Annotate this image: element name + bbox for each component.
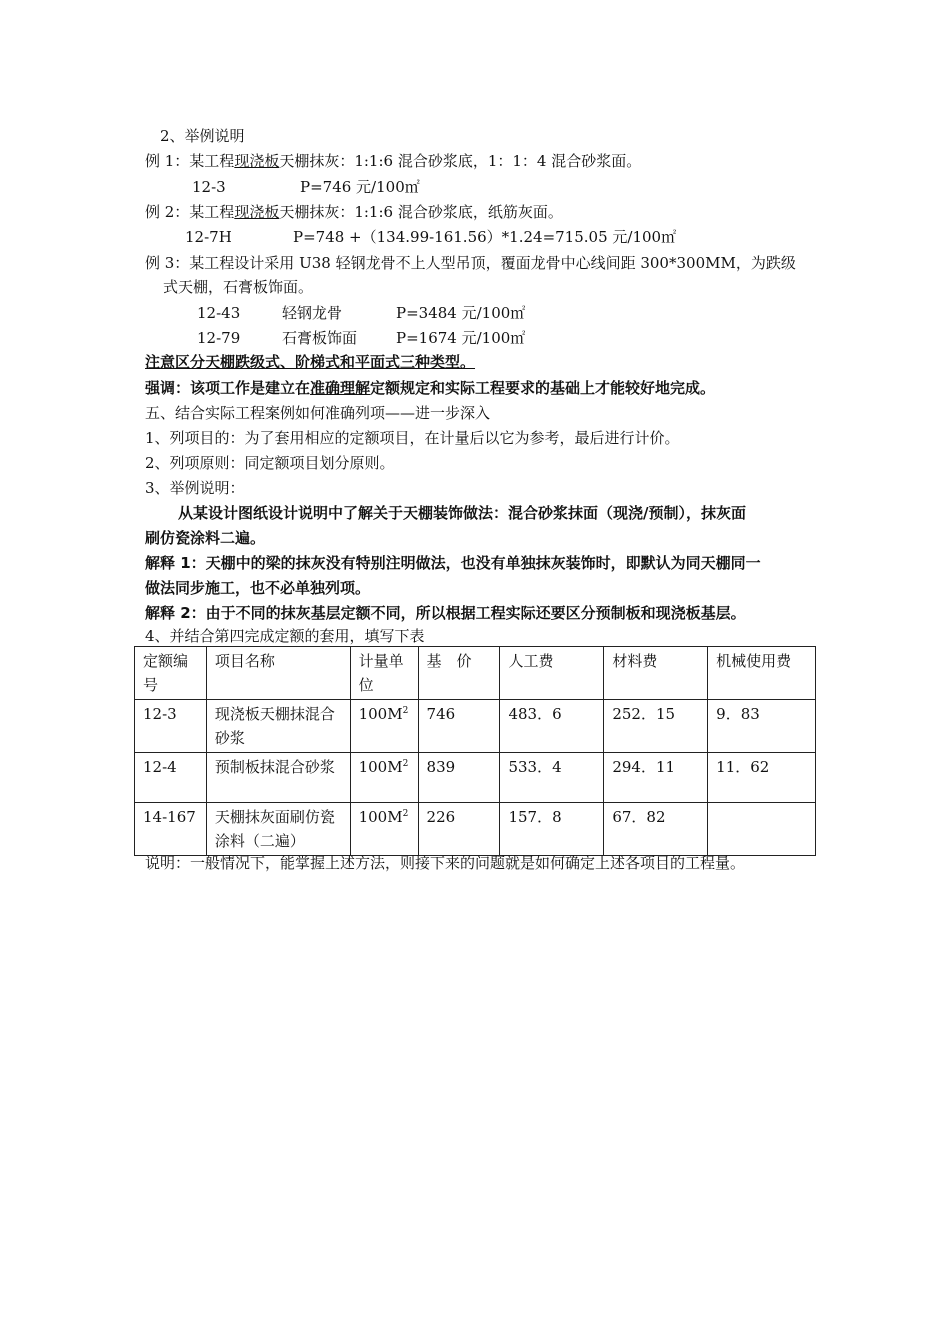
example-1-price: P=746 元/100㎡ (300, 178, 420, 196)
header-name: 项目名称 (206, 647, 350, 700)
design-note-cont: 刷仿瓷涂料二遍。 (145, 529, 266, 547)
item-purpose: 1、列项目的：为了套用相应的定额项目，在计量后以它为参考，最后进行计价。 (145, 429, 680, 447)
example-3-price-a: P=3484 元/100㎡ (396, 304, 526, 322)
example-3-code-b: 12-79 (197, 329, 241, 347)
heading-examples: 2、举例说明 (160, 127, 245, 145)
example-3-code-a: 12-43 (197, 304, 241, 322)
example-2-code: 12-7H (185, 228, 232, 246)
table-row (135, 753, 816, 803)
cell-machine (708, 803, 816, 856)
example-2: 例 2：某工程现浇板天棚抹灰：1:1:6 混合砂浆底，纸筋灰面。 (145, 203, 563, 221)
explanation-1-cont: 做法同步施工，也不必单独列项。 (145, 579, 371, 597)
header-machine: 机械使用费 (708, 647, 816, 700)
closing-note: 说明：一般情况下，能掌握上述方法，则接下来的问题就是如何确定上述各项目的工程量。 (145, 854, 746, 872)
quota-table (134, 646, 816, 856)
explanation-2: 解释 2：由于不同的抹灰基层定额不同，所以根据工程实际还要区分预制板和现浇板基层。 (145, 604, 746, 622)
cell-labor: 483．6 (500, 700, 604, 753)
cell-machine: 11．62 (708, 753, 816, 803)
item-principle: 2、列项原则：同定额项目划分原则。 (145, 454, 395, 472)
example-3-item-b: 石膏板饰面 (282, 329, 358, 347)
example-3: 例 3：某工程设计采用 U38 轻钢龙骨不上人型吊顶，覆面龙骨中心线间距 300*300MM，为跌级 (145, 254, 796, 272)
cell-material: 252．15 (604, 700, 708, 753)
cell-name: 天棚抹灰面刷仿瓷涂料（二遍） (206, 803, 350, 856)
example-2-price: P=748 +（134.99-161.56）*1.24=715.05 元/100㎡ (293, 228, 677, 246)
cell-price: 839 (418, 753, 500, 803)
cell-code: 12-3 (135, 700, 207, 753)
example-1-code: 12-3 (192, 178, 226, 196)
cell-unit: $100M^2$ (350, 700, 418, 753)
explanation-1: 解释 1：天棚中的梁的抹灰没有特别注明做法，也没有单独抹灰装饰时，即默认为同天棚同一 (145, 554, 761, 572)
example-3-price-b: P=1674 元/100㎡ (396, 329, 526, 347)
header-unit: 计量单位 (350, 647, 418, 700)
section-five-heading: 五、结合实际工程案例如何准确列项——进一步深入 (145, 404, 491, 422)
cell-code: 12-4 (135, 753, 207, 803)
header-base-price: 基 价 (418, 647, 500, 700)
table-intro: 4、并结合第四完成定额的套用，填写下表 (145, 627, 425, 645)
table-row (135, 700, 816, 753)
table-header-row (135, 647, 816, 700)
cell-material: 67．82 (604, 803, 708, 856)
emphasis: 强调：该项工作是建立在准确理解定额规定和实际工程要求的基础上才能较好地完成。 (145, 379, 716, 397)
cell-price: 746 (418, 700, 500, 753)
example-3-item-a: 轻钢龙骨 (282, 304, 343, 322)
example-3-cont: 式天棚，石膏板饰面。 (163, 278, 314, 296)
header-labor: 人工费 (500, 647, 604, 700)
cell-unit: $100M^2$ (350, 753, 418, 803)
header-material: 材料费 (604, 647, 708, 700)
header-code: 定额编号 (135, 647, 207, 700)
cell-name: 现浇板天棚抹混合砂浆 (206, 700, 350, 753)
cell-price: 226 (418, 803, 500, 856)
item-example: 3、举例说明： (145, 479, 245, 497)
cell-code: 14-167 (135, 803, 207, 856)
cell-unit: $100M^2$ (350, 803, 418, 856)
cell-labor: 157．8 (500, 803, 604, 856)
table-row (135, 803, 816, 856)
cell-machine: 9．83 (708, 700, 816, 753)
design-note: 从某设计图纸设计说明中了解关于天棚装饰做法：混合砂浆抹面（现浇/预制），抹灰面 (178, 504, 746, 522)
note-ceiling-types: 注意区分天棚跌级式、阶梯式和平面式三种类型。 (145, 353, 476, 371)
example-1: 例 1：某工程现浇板天棚抹灰：1:1:6 混合砂浆底，1：1：4 混合砂浆面。 (145, 152, 642, 170)
cell-name: 预制板抹混合砂浆 (206, 753, 350, 803)
cell-labor: 533．4 (500, 753, 604, 803)
cell-material: 294．11 (604, 753, 708, 803)
